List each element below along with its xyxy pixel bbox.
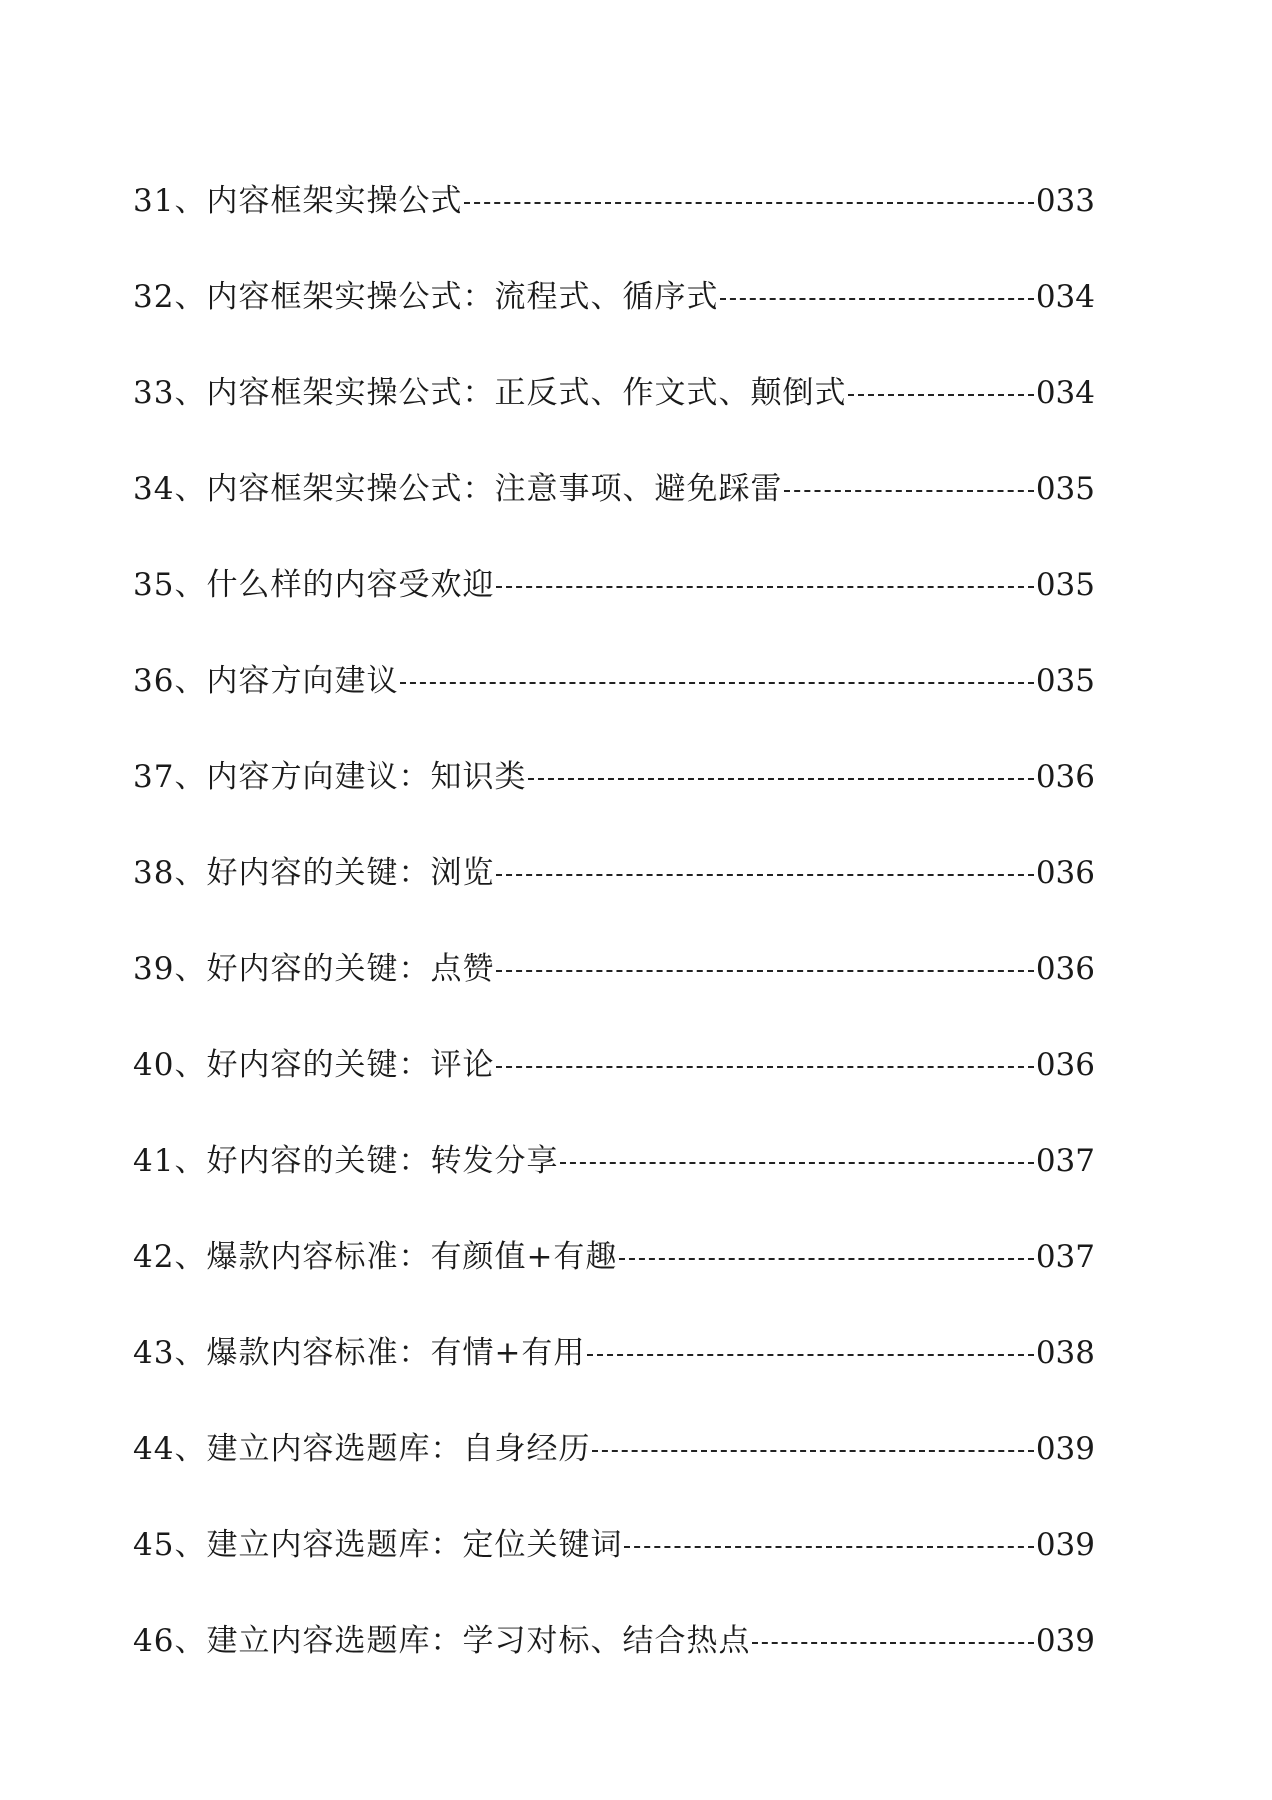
toc-entry[interactable]	[133, 729, 1095, 825]
toc-entry[interactable]	[133, 1305, 1095, 1401]
toc-entry-title: 31、内容框架实操公式	[133, 183, 463, 219]
toc-entry-page: 033	[1035, 183, 1095, 219]
toc-entry-page: 035	[1035, 663, 1095, 699]
toc-entry-title: 42、爆款内容标准：有颜值+有趣	[133, 1239, 618, 1275]
toc-leader	[619, 1237, 1033, 1277]
toc-entry-title: 41、好内容的关键：转发分享	[133, 1143, 559, 1179]
toc-leader	[587, 1333, 1033, 1373]
toc-entry-page: 037	[1035, 1143, 1095, 1179]
toc-entry-title: 33、内容框架实操公式：正反式、作文式、颠倒式	[133, 375, 847, 411]
toc-entry-title: 38、好内容的关键：浏览	[133, 855, 495, 891]
toc-leader	[496, 853, 1033, 893]
toc-entry-page: 036	[1035, 855, 1095, 891]
toc-entry[interactable]	[133, 1209, 1095, 1305]
toc-entry[interactable]	[133, 1593, 1095, 1689]
toc-entry-page: 039	[1035, 1623, 1095, 1659]
toc-leader	[464, 181, 1033, 221]
toc-leader	[496, 1045, 1033, 1085]
toc-leader	[752, 1621, 1033, 1661]
toc-leader	[560, 1141, 1033, 1181]
toc-entry[interactable]	[133, 825, 1095, 921]
toc-entry[interactable]	[133, 921, 1095, 1017]
toc-entry-title: 39、好内容的关键：点赞	[133, 951, 495, 987]
toc-entry-page: 036	[1035, 1047, 1095, 1083]
toc-entry-title: 32、内容框架实操公式：流程式、循序式	[133, 279, 719, 315]
toc-entry[interactable]	[133, 537, 1095, 633]
toc-entry-title: 34、内容框架实操公式：注意事项、避免踩雷	[133, 471, 783, 507]
toc-entry-page: 036	[1035, 759, 1095, 795]
toc-leader	[528, 757, 1033, 797]
toc-entry-page: 038	[1035, 1335, 1095, 1371]
toc-leader	[720, 277, 1033, 317]
toc-entry-title: 43、爆款内容标准：有情+有用	[133, 1335, 586, 1371]
toc-leader	[496, 565, 1033, 605]
toc-entry[interactable]	[133, 441, 1095, 537]
toc-entry-title: 46、建立内容选题库：学习对标、结合热点	[133, 1623, 751, 1659]
toc-leader	[400, 661, 1033, 701]
table-of-contents	[133, 153, 1095, 1689]
toc-entry[interactable]	[133, 345, 1095, 441]
toc-leader	[784, 469, 1033, 509]
toc-entry-title: 44、建立内容选题库：自身经历	[133, 1431, 591, 1467]
toc-leader	[624, 1525, 1033, 1565]
toc-entry-title: 40、好内容的关键：评论	[133, 1047, 495, 1083]
toc-entry-title: 36、内容方向建议	[133, 663, 399, 699]
toc-entry-title: 45、建立内容选题库：定位关键词	[133, 1527, 623, 1563]
toc-entry-page: 039	[1035, 1431, 1095, 1467]
toc-entry-page: 034	[1035, 279, 1095, 315]
toc-entry[interactable]	[133, 1497, 1095, 1593]
toc-entry-title: 35、什么样的内容受欢迎	[133, 567, 495, 603]
toc-entry[interactable]	[133, 1401, 1095, 1497]
toc-entry-page: 036	[1035, 951, 1095, 987]
toc-leader	[496, 949, 1033, 989]
toc-entry-title: 37、内容方向建议：知识类	[133, 759, 527, 795]
toc-entry-page: 037	[1035, 1239, 1095, 1275]
toc-entry[interactable]	[133, 633, 1095, 729]
toc-entry-page: 034	[1035, 375, 1095, 411]
toc-entry[interactable]	[133, 153, 1095, 249]
toc-leader	[592, 1429, 1033, 1469]
toc-entry-page: 035	[1035, 471, 1095, 507]
toc-entry-page: 035	[1035, 567, 1095, 603]
toc-leader	[848, 373, 1033, 413]
toc-entry[interactable]	[133, 249, 1095, 345]
toc-entry[interactable]	[133, 1113, 1095, 1209]
toc-entry[interactable]	[133, 1017, 1095, 1113]
toc-entry-page: 039	[1035, 1527, 1095, 1563]
